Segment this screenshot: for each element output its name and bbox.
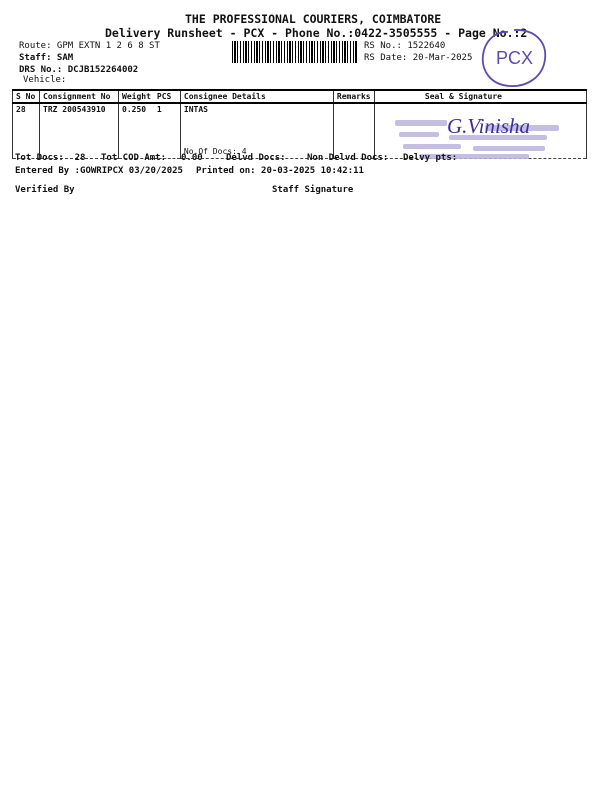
- barcode: [232, 41, 357, 63]
- pcx-stamp-icon: [478, 26, 550, 90]
- cell-remarks: [333, 103, 374, 159]
- col-consignee: Consignee Details: [180, 90, 333, 103]
- drs-number: DRS No.: DCJB152264002: [19, 65, 139, 75]
- docs-count: No.Of Docs: 4: [183, 147, 247, 156]
- col-sno: S No: [13, 90, 40, 103]
- col-weight: Weight: [119, 90, 154, 103]
- cell-consignee: [180, 103, 333, 159]
- route-text: Route: GPM EXTN 1 2 6 8 ST: [19, 41, 160, 51]
- col-remarks: Remarks: [333, 90, 374, 103]
- stamp-text: PCX: [496, 48, 534, 68]
- cell-pcs: 1: [154, 103, 181, 159]
- staff-text: Staff: SAM: [19, 53, 74, 63]
- cell-weight: 0.250: [119, 103, 154, 159]
- staff-signature: Staff Signature: [272, 185, 354, 195]
- tot-cod-label: Tot COD Amt:: [101, 153, 167, 163]
- verified-by: Verified By: [15, 185, 75, 195]
- cell-consignment: TRZ 200543910: [40, 103, 119, 159]
- col-consignment: Consignment No: [40, 90, 119, 103]
- rs-date: RS Date: 20-Mar-2025: [364, 53, 473, 63]
- cell-sno: 28: [13, 103, 40, 159]
- rs-number: RS No.: 1522640: [364, 41, 446, 51]
- company-title: THE PROFESSIONAL COURIERS, COIMBATORE: [185, 12, 442, 26]
- vehicle-text: Vehicle:: [23, 75, 67, 85]
- signature-text: G.Vinisha: [447, 114, 531, 138]
- delvy-pts: Delvy pts:: [403, 153, 458, 163]
- col-pcs: PCS: [154, 90, 181, 103]
- delvd-docs: Delvd Docs:: [226, 153, 286, 163]
- tot-cod-value: 0.00: [181, 153, 203, 163]
- consignee-name: INTAS: [183, 105, 208, 114]
- entered-by: Entered By :GOWRIPCX 03/20/2025: [15, 166, 183, 176]
- runsheet-title: Delivery Runsheet - PCX - Phone No.:0422-3505555 - Page No.:2: [105, 26, 528, 40]
- table-header-row: [13, 90, 587, 103]
- printed-on: Printed on: 20-03-2025 10:42:11: [196, 166, 364, 176]
- col-seal-signature: Seal & Signature: [374, 90, 586, 103]
- tot-docs: Tot Docs: 28: [15, 153, 86, 163]
- non-delvd-docs: Non Delvd Docs:: [307, 153, 389, 163]
